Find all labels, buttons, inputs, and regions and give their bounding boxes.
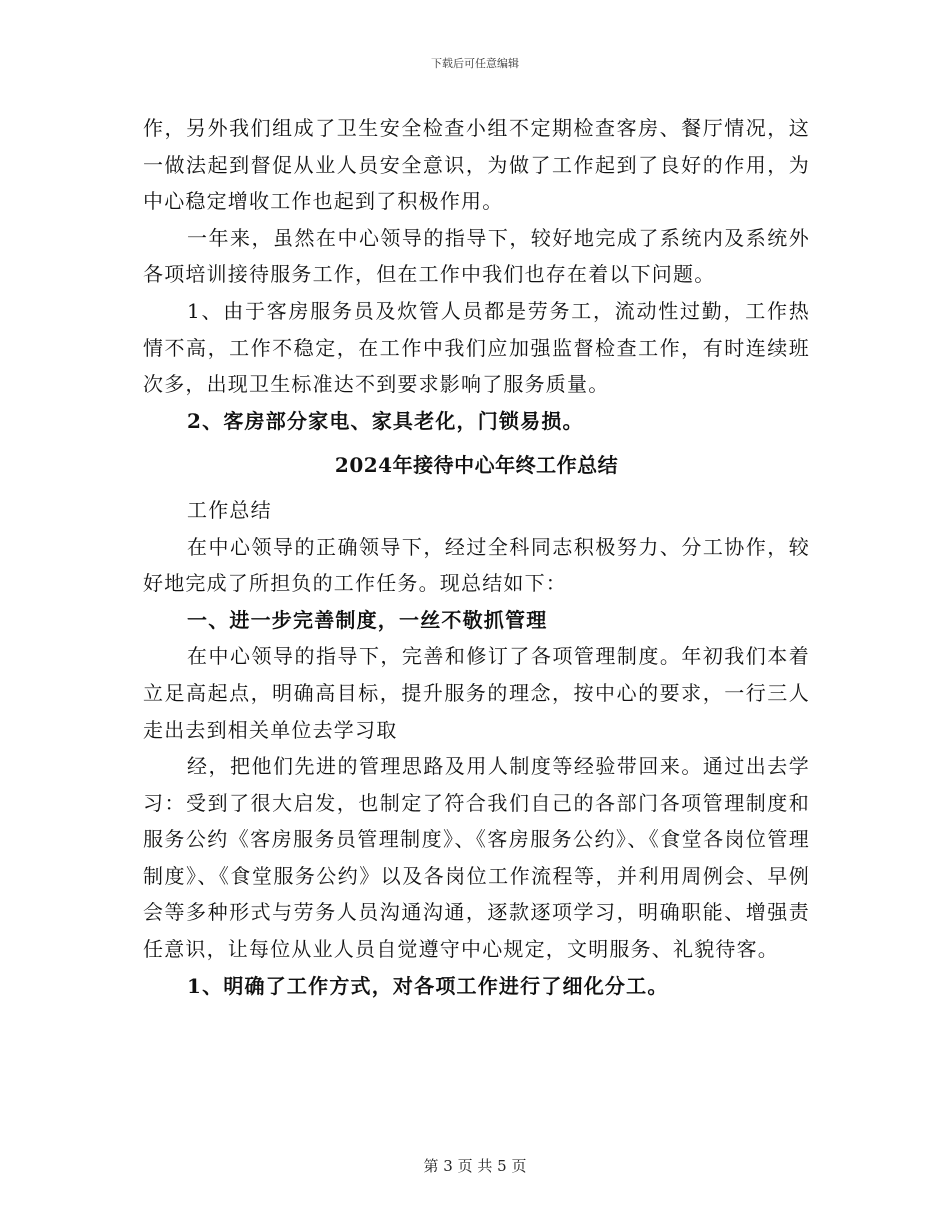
paragraph-summary-intro: 在中心领导的正确领导下，经过全科同志积极努力、分工协作，较好地完成了所担负的工作任务。现总结如下：: [143, 534, 810, 596]
paragraph-continuation: 作，另外我们组成了卫生安全检查小组不定期检查客房、餐厅情况，这一做法起到督促从业人员安全意识，为做了工作起到了良好的作用，为中心稳定增收工作也起到了积极作用。: [143, 116, 810, 214]
document-body: [143, 110, 810, 1004]
paragraph-problem-2: 2、客房部分家电、家具老化，门锁易损。: [187, 408, 584, 433]
heading-section-1: 一、进一步完善制度，一丝不敬抓管理: [187, 607, 548, 632]
paragraph-section-1-b: 经，把他们先进的管理思路及用人制度等经验带回来。通过出去学习：受到了很大启发，也制定了符合我们自己的各部门各项管理制度和服务公约《客房服务员管理制度》、《客房服务公约》、《食堂各岗位管理制度》、《食堂服务公约》以及各岗位工作流程等，并利用周例会、早例会等多种形式与劳务人员沟通沟通，逐款逐项学习，明确职能、增强责任意识，让每位从业人员自觉遵守中心规定，文明服务、礼貌待客。: [143, 754, 810, 962]
paragraph-section-1-a: 在中心领导的指导下，完善和修订了各项管理制度。年初我们本着立足高起点，明确高目标，提升服务的理念，按中心的要求，一行三人走出去到相关单位去学习取: [143, 644, 810, 742]
page-header: 下载后可任意编辑: [431, 57, 519, 70]
paragraph-work-summary-label: 工作总结: [187, 497, 272, 522]
page-footer: 第 3 页 共 5 页: [423, 1157, 527, 1175]
paragraph-problems-intro: 一年来，虽然在中心领导的指导下，较好地完成了系统内及系统外各项培训接待服务工作，但在工作中我们也存在着以下问题。: [143, 225, 810, 287]
paragraph-problem-1: 1、由于客房服务员及炊管人员都是劳务工，流动性过勤，工作热情不高，工作不稳定，在工作中我们应加强监督检查工作，有时连续班次多，出现卫生标准达不到要求影响了服务质量。: [143, 298, 810, 397]
heading-subsection-1: 1、明确了工作方式，对各项工作进行了细化分工。: [187, 973, 669, 998]
section-title: 2024年接待中心年终工作总结: [334, 453, 619, 478]
